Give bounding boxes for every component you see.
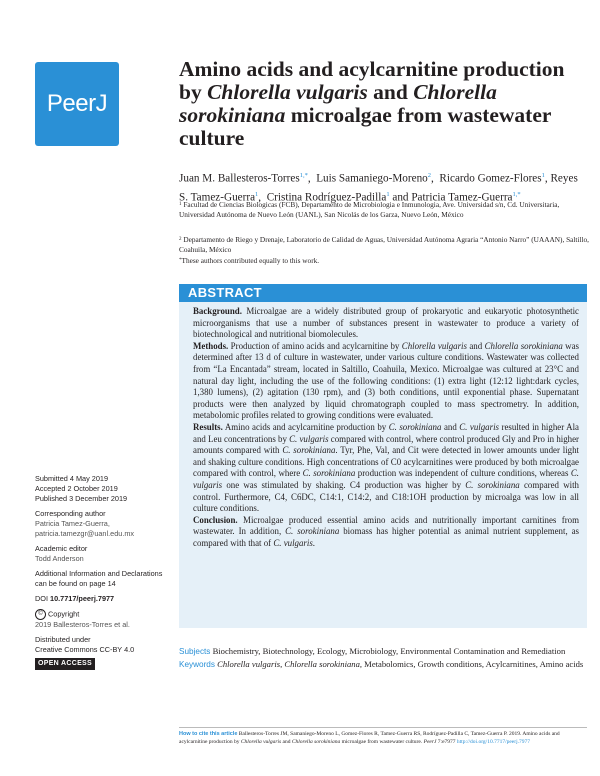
license-link[interactable]: Creative Commons CC-BY 4.0 [35, 645, 135, 654]
corresponding-author-label: Corresponding author [35, 509, 106, 518]
author-name[interactable]: Cristina Rodríguez-Padilla [266, 191, 387, 204]
abstract-heading-bar [179, 284, 587, 302]
copyright-icon: © [35, 609, 46, 620]
copyright: © Copyright [35, 609, 175, 620]
abstract-background: Background. Microalgae are a widely distributed group of prokaryotic and eukaryotic photosynthetic microorganisms that use a number of substances present in wastewater to produce a variety of biotechnological and nutritional biomolecules. [193, 306, 579, 340]
subjects-keywords [179, 645, 587, 671]
abstract-methods: Methods. Production of amino acids and acylcarnitine by Chlorella vulgaris and Chlorella sorokiniana was determined after 13 d of culture in wastewater, under various culture conditions. Wastewater was collected from “La Encantada” stream, located in Saltillo, Coahuila, Mexico. Microalgae was cultured at 23°C and natural day light, including the use of the following conditions: (1) extra light (12:12 light:dark cycles, 1,380 lumens), (2) agitation (130 rpm), and (3) both conditions, until exponential phase. Supernatant products were then analyzed by liquid chromatograph coupled to mass spectrometry. In addition, metabolomic profiles related to growing conditions were evaluated. [193, 340, 579, 421]
author-name[interactable]: Juan M. Ballesteros-Torres [179, 172, 300, 185]
article-sidebar [35, 474, 175, 670]
paper-title: Amino acids and acylcarnitine production by Chlorella vulgaris and Chlorella sorokiniana microalgae from wastewater culture [179, 57, 565, 150]
how-to-cite-label: How to cite this article [179, 731, 238, 737]
citation-doi-link[interactable]: http://doi.org/10.7717/peerj.7977 [456, 739, 530, 745]
how-to-cite: How to cite this article Ballesteros-Torres JM, Samaniego-Moreno L, Gomez-Flores R, Tamez-Guerra RS, Rodríguez-Padilla C, Tamez-Guerra P. 2019. Amino acids and acylcarnitine production by Chlorella vulgaris and Chlorella sorokiniana microalgae from wastewater culture. PeerJ 7:e7977 http://doi.org/10.7717/peerj.7977 [179, 731, 560, 745]
doi-link[interactable]: 10.7717/peerj.7977 [50, 594, 115, 603]
academic-editor-label: Academic editor [35, 544, 88, 553]
subjects-label: Subjects [179, 647, 211, 656]
author-name[interactable]: Patricia Tamez-Guerra [411, 191, 513, 204]
doi: DOI 10.7717/peerj.7977 [35, 594, 115, 603]
affiliation-note: *These authors contributed equally to this work. [179, 256, 320, 265]
abstract-text [193, 306, 579, 549]
copyright-holder: 2019 Ballesteros-Torres et al. [35, 620, 130, 629]
logo-text: PeerJ [46, 90, 108, 117]
accepted-date: Accepted 2 October 2019 [35, 484, 118, 493]
footer-divider [179, 727, 587, 728]
subjects-line: Subjects Biochemistry, Biotechnology, Ecology, Microbiology, Environmental Contamination and Remediation [179, 646, 566, 656]
author-name[interactable]: Reyes S. Tamez-Guerra [179, 172, 578, 204]
corresponding-author-email[interactable]: patricia.tamezgr@uanl.edu.mx [35, 529, 135, 538]
academic-editor-name: Todd Anderson [35, 554, 84, 563]
author-list: Juan M. Ballesteros-Torres$^{1,*}$, Luis Samaniego-Moreno$^2$, Ricardo Gomez-Flores$^1$, Reyes S. Tamez-Guerra$^1$, Cristina Rodríguez-Padilla$^1$ and Patricia Tamez-Guerra$^{1,*}$ [179, 172, 578, 204]
author-name[interactable]: Ricardo Gomez-Flores [439, 172, 542, 185]
open-access-badge: OPEN ACCESS [35, 658, 95, 670]
keywords-label: Keywords [179, 660, 215, 669]
abstract-heading: ABSTRACT [188, 285, 262, 300]
affiliation-1: $^1$ Facultad de Ciencias Biologicas (FCB), Departamento de Microbiologia e Inmunologia, Ave. Universidad s/n, Cd. Universitaria, Universidad Autónoma de Nuevo León (UANL), San Nicolás de los Garza, Nuevo León, México [179, 200, 560, 219]
corresponding-author-name: Patricia Tamez-Guerra, [35, 519, 110, 528]
abstract-results: Results. Amino acids and acylcarnitine production by C. sorokiniana and C. vulgaris resulted in higher Ala and Leu concentrations by C. vulgaris compared with control, where control produced Gly and Pro in higher amounts compared with C. sorokiniana. Tyr, Phe, Val, and Cit were detected in lower amounts under light and shaking culture conditions. High concentrations of C0 acylcarnitines were produced by both microalgae compared with control, where C. sorokiniana production was independent of culture conditions, whereas C. vulgaris one was stimulated by shaking. C4 production was higher by C. sorokiniana compared with control. Furthermore, C4, C6DC, C14:1, C14:2, and C18:1OH production by microalga was low in all culture conditions. [193, 421, 580, 514]
additional-info-link[interactable]: Additional Information and Declarations can be found on page 14 [35, 569, 163, 588]
published-date: Published 3 December 2019 [35, 494, 128, 503]
submitted-date: Submitted 4 May 2019 [35, 474, 109, 483]
keywords-line: Keywords Chlorella vulgaris, Chlorella sorokiniana, Metabolomics, Growth conditions, Acylcarnitines, Amino acids [179, 659, 584, 669]
author-name[interactable]: Luis Samaniego-Moreno [316, 172, 428, 185]
abstract-conclusion: Conclusion. Microalgae produced essential amino acids and nutritionally important carnitines from wastewater. In addition, C. sorokiniana biomass has higher potential as animal nutrient supplement, as compared with that of C. vulgaris. [193, 514, 580, 548]
peerj-logo [35, 62, 119, 146]
distributed-under: Distributed under [35, 635, 91, 644]
affiliation-2: $^2$ Departamento de Riego y Drenaje, Laboratorio de Calidad de Aguas, Universidad Autónoma Agraria “Antonio Narro” (UAAAN), Saltillo, Coahuila, México [179, 235, 590, 254]
